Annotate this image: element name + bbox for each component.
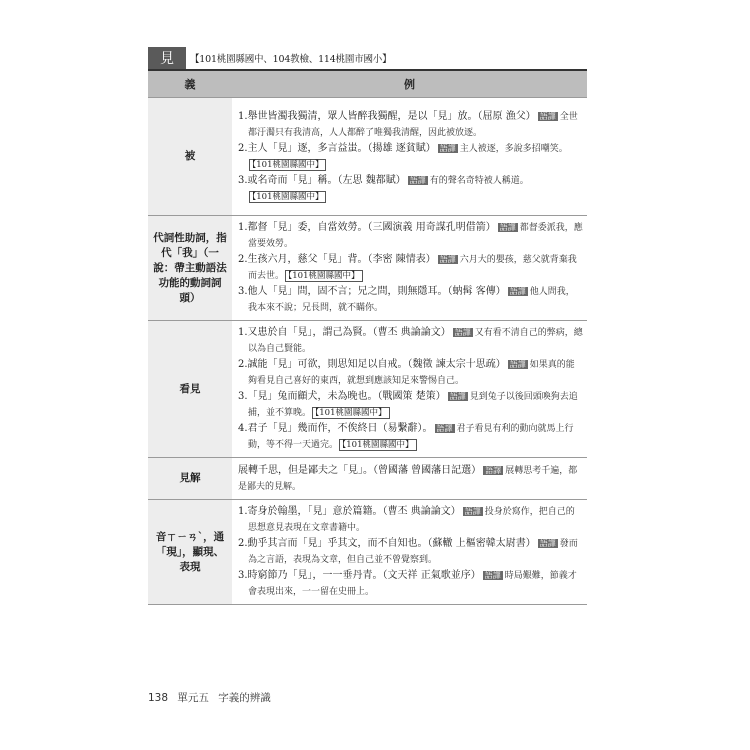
translation-badge: 語譯 xyxy=(436,424,453,433)
translation-badge: 語譯 xyxy=(509,360,526,369)
example-item xyxy=(238,389,583,421)
example-text: 1.舉世皆濁我獨清，眾人皆醉我獨醒，是以「見」放。（屈原 漁父） xyxy=(238,110,536,122)
example-item xyxy=(238,536,583,568)
translation-badge: 語譯 xyxy=(484,571,501,580)
example-item xyxy=(238,141,583,173)
translation-text: 發而為之言語，表現為文章，但自己並不曾覺察到。 xyxy=(248,539,578,565)
table-row xyxy=(148,321,587,458)
example-text: 3.時窮節乃「見」，一一垂丹青。（文天祥 正氣歌並序） xyxy=(238,570,481,581)
example-text: 2.主人「見」逐，多言益蚩。（揚雄 逐貧賦） xyxy=(238,142,436,154)
examples-cell xyxy=(232,458,587,500)
exam-source-tag: 【101桃園縣國中】 xyxy=(339,439,416,451)
unit-label: 單元五 xyxy=(177,692,209,704)
example-item xyxy=(238,109,583,141)
table-row xyxy=(148,500,587,605)
translation-text: 又有看不清自己的弊病，總以為自己賢能。 xyxy=(248,328,583,354)
table-row xyxy=(148,216,587,321)
example-item xyxy=(238,284,583,316)
table-header-row xyxy=(148,70,587,98)
meaning-cell: 看見 xyxy=(148,321,232,458)
example-item xyxy=(238,421,583,453)
translation-text: 見到兔子以後回頭喚狗去追捕，並不算晚。 xyxy=(248,392,578,418)
translation-text: 全世都汙濁只有我清高，人人都醉了唯獨我清醒，因此被放逐。 xyxy=(248,111,578,138)
translation-text: 時局艱難，節義才會表現出來，一一留在史冊上。 xyxy=(248,571,577,597)
translation-badge: 語譯 xyxy=(499,223,516,232)
example-item xyxy=(238,325,583,357)
example-text: 1.寄身於翰墨，「見」意於篇籍。（曹丕 典論論文） xyxy=(238,506,461,517)
meaning-cell: 音ㄒㄧㄢˋ，通「現」，顯現、表現 xyxy=(148,500,232,605)
example-text: 2.生孩六月，慈父「見」背。（李密 陳情表） xyxy=(238,254,436,265)
translation-text: 有的聲名奇特被人稱道。 xyxy=(429,175,529,186)
example-text: 3.或名奇而「見」稱。（左思 魏都賦） xyxy=(238,174,406,186)
example-text: 1.又患於自「見」，謂己為賢。（曹丕 典論論文） xyxy=(238,327,451,338)
exam-source-tag: 【101桃園縣國中】 xyxy=(285,270,362,282)
translation-text: 主人被逐，多說多招嘲笑。 xyxy=(459,143,568,154)
example-text: 3.他人「見」問，固不言；兄之問，則無隱耳。（蚋髯 客傳） xyxy=(238,286,506,297)
example-text: 展轉千思，但是鄙夫之「見」。（曾國藩 曾國藩日記選） xyxy=(238,464,482,476)
example-item xyxy=(238,220,583,252)
example-text: 1.都督「見」委，自當效勞。（三國演義 用奇謀孔明借箭） xyxy=(238,222,496,233)
translation-text: 展轉思考千遍，都是鄙夫的見解。 xyxy=(238,465,578,492)
exam-source-tag: 【101桃園縣國中】 xyxy=(249,191,326,203)
examples-cell xyxy=(232,98,587,216)
meaning-column-header: 義 xyxy=(148,70,232,98)
example-item xyxy=(238,568,583,600)
table-row xyxy=(148,458,587,500)
translation-text: 如果真的能夠看見自己喜好的東西，就想到應該知足來警惕自己。 xyxy=(248,360,575,386)
translation-badge: 語譯 xyxy=(464,507,481,516)
table-row xyxy=(148,98,587,216)
translation-badge: 語譯 xyxy=(409,175,426,185)
example-text: 4.君子「見」幾而作，不俟終日（易繫辭）。 xyxy=(238,423,433,434)
translation-badge: 語譯 xyxy=(454,328,471,337)
translation-badge: 語譯 xyxy=(485,465,502,475)
translation-text: 君子看見有利的動向就馬上行動，等不得一天過完。 xyxy=(248,424,574,450)
translation-text: 六月大的嬰孩，慈父就背棄我而去世。 xyxy=(248,255,577,281)
translation-badge: 語譯 xyxy=(439,255,456,264)
translation-badge: 語譯 xyxy=(539,111,556,121)
examples-cell xyxy=(232,216,587,321)
exam-sources: 【101桃園縣國中、104教檢、114桃園市國小】 xyxy=(190,54,392,65)
translation-badge: 語譯 xyxy=(449,392,466,401)
entry-header xyxy=(148,47,391,69)
unit-title: 字義的辨識 xyxy=(218,692,271,704)
page-number: 138 xyxy=(148,692,169,704)
example-item xyxy=(238,463,583,495)
translation-text: 他人問我，我本來不說；兄長問，就不瞞你。 xyxy=(248,287,575,313)
example-item xyxy=(238,173,583,205)
example-text: 2.動乎其言而「見」乎其文，而不自知也。（蘇轍 上樞密韓太尉書） xyxy=(238,538,536,549)
meaning-cell: 被 xyxy=(148,98,232,216)
translation-text: 都督委派我，應當要效勞。 xyxy=(248,223,583,249)
meaning-cell: 代詞性助詞，指代「我」（一說：帶主動語法功能的動詞詞頭） xyxy=(148,216,232,321)
exam-source-tag: 【101桃園縣國中】 xyxy=(249,159,326,171)
example-item xyxy=(238,252,583,284)
exam-source-tag: 【101桃園縣國中】 xyxy=(312,407,389,419)
page-footer xyxy=(148,690,271,705)
example-text: 3.「見」兔而顧犬，未為晚也。（戰國策 楚策） xyxy=(238,391,446,402)
translation-badge: 語譯 xyxy=(509,287,526,296)
meaning-table xyxy=(148,69,587,605)
translation-text: 投身於寫作，把自己的思想意見表現在文章書籍中。 xyxy=(248,507,575,533)
entry-character-tag: 見 xyxy=(148,47,186,69)
example-item xyxy=(238,504,583,536)
examples-cell xyxy=(232,321,587,458)
example-item xyxy=(238,357,583,389)
example-text: 2.誠能「見」可欲，則思知足以自戒。（魏徵 諫太宗十思疏） xyxy=(238,359,506,370)
meaning-cell: 見解 xyxy=(148,458,232,500)
example-column-header: 例 xyxy=(232,70,587,98)
translation-badge: 語譯 xyxy=(439,143,456,153)
examples-cell xyxy=(232,500,587,605)
translation-badge: 語譯 xyxy=(539,539,556,548)
